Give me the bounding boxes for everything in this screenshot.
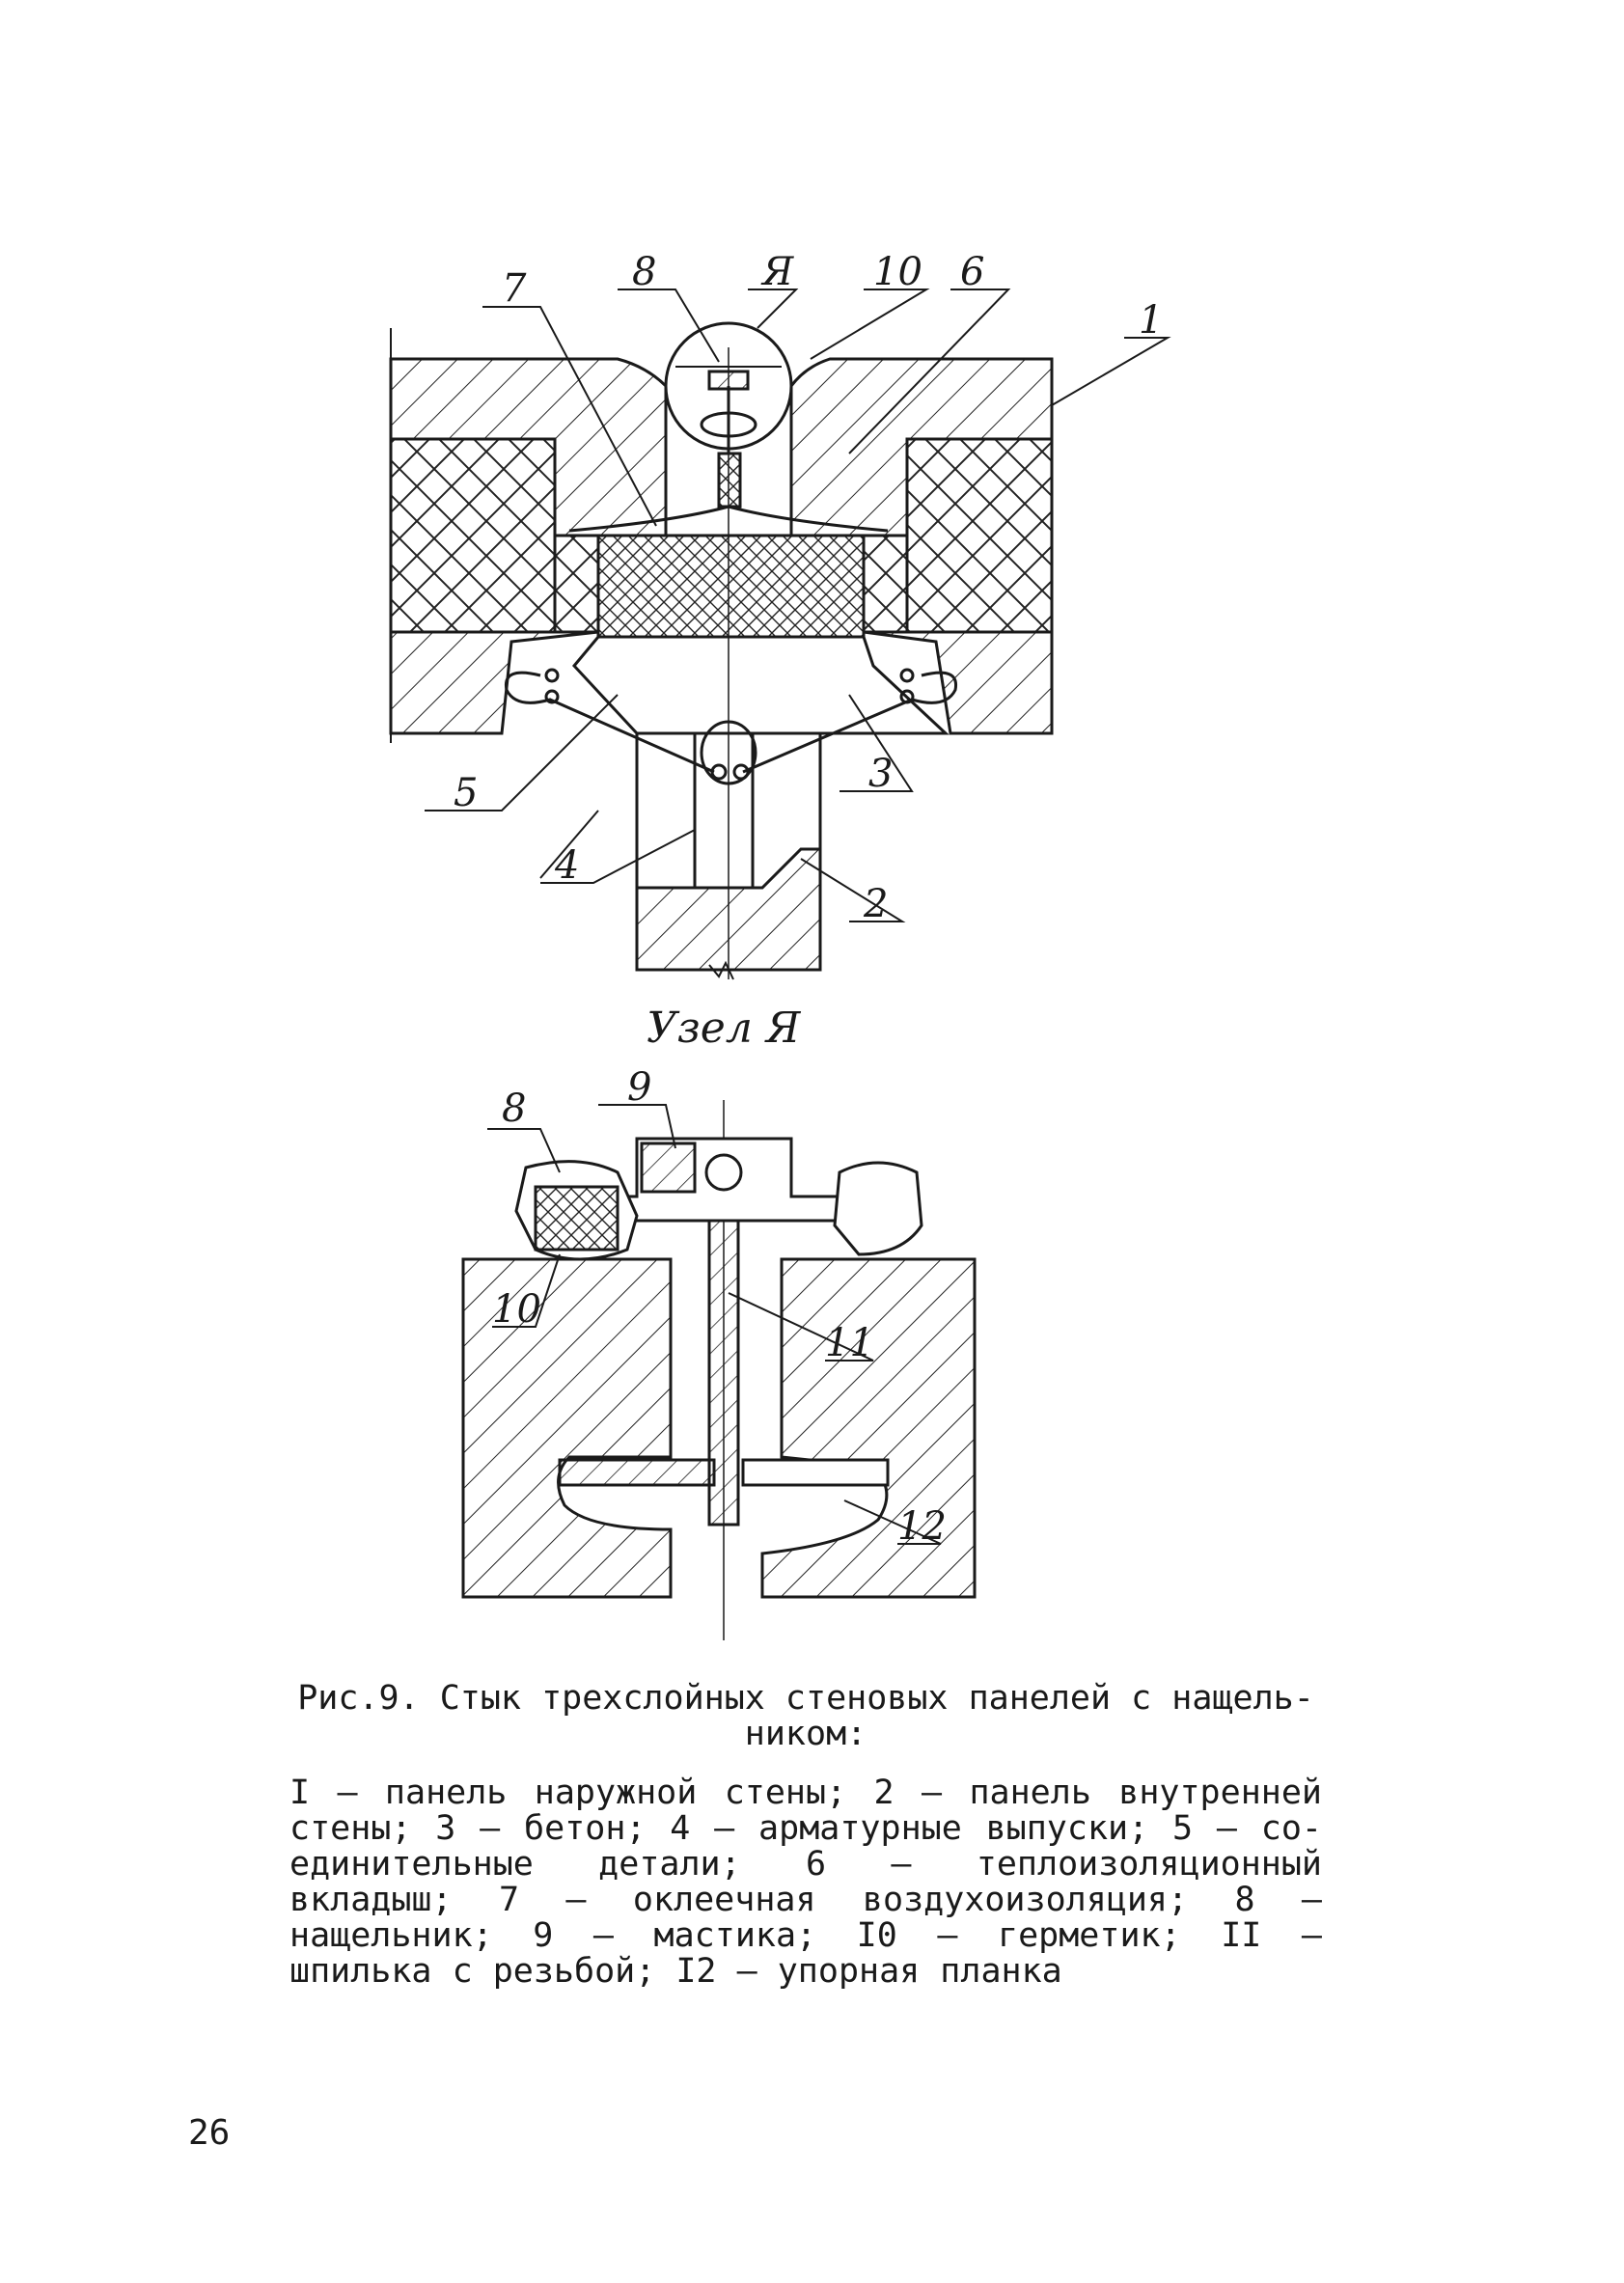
callout-1: 1 bbox=[1139, 298, 1164, 343]
insulating-insert bbox=[598, 536, 864, 637]
insulation-left bbox=[391, 439, 555, 632]
callout-10-detail: 10 bbox=[492, 1287, 541, 1332]
callout-6: 6 bbox=[960, 250, 985, 294]
callout-12: 12 bbox=[897, 1504, 947, 1549]
callout-3: 3 bbox=[868, 752, 894, 796]
node-a-detail bbox=[463, 1100, 975, 1640]
callout-5: 5 bbox=[454, 771, 479, 815]
callout-7: 7 bbox=[502, 266, 527, 311]
sealant-right bbox=[835, 1163, 922, 1254]
callout-8: 8 bbox=[632, 250, 657, 294]
callout-9: 9 bbox=[627, 1065, 652, 1110]
insulation-right bbox=[907, 439, 1052, 632]
callout-11: 11 bbox=[825, 1321, 874, 1365]
figure-caption-legend: I – панель наружной стены; 2 – панель внутренней стены; 3 – бетон; 4 – арматурные выпуски; 5 – со-единительные детали; 6 – теплоизоляционный вкладыш; 7 – оклеечная воздухоизоляция; 8 – нащельник; 9 – мастика; I0 – герметик; II – шпилька с резьбой; I2 – упорная планка bbox=[289, 1774, 1322, 1991]
page-number: 26 bbox=[188, 2113, 231, 2153]
node-a-title: Узел Я bbox=[647, 1004, 801, 1053]
inner-layer-left bbox=[391, 632, 598, 733]
callout-8-detail: 8 bbox=[502, 1086, 527, 1131]
callout-10: 10 bbox=[873, 250, 922, 294]
concrete-fill bbox=[574, 637, 946, 733]
callout-4: 4 bbox=[555, 843, 580, 888]
joint-section bbox=[391, 323, 1052, 979]
callout-2: 2 bbox=[864, 882, 889, 926]
callout-a: Я bbox=[762, 250, 794, 294]
stop-plate bbox=[560, 1460, 714, 1485]
figure-caption-title: Рис.9. Стык трехслойных стеновых панелей с нащель-ником: bbox=[297, 1679, 1314, 1753]
